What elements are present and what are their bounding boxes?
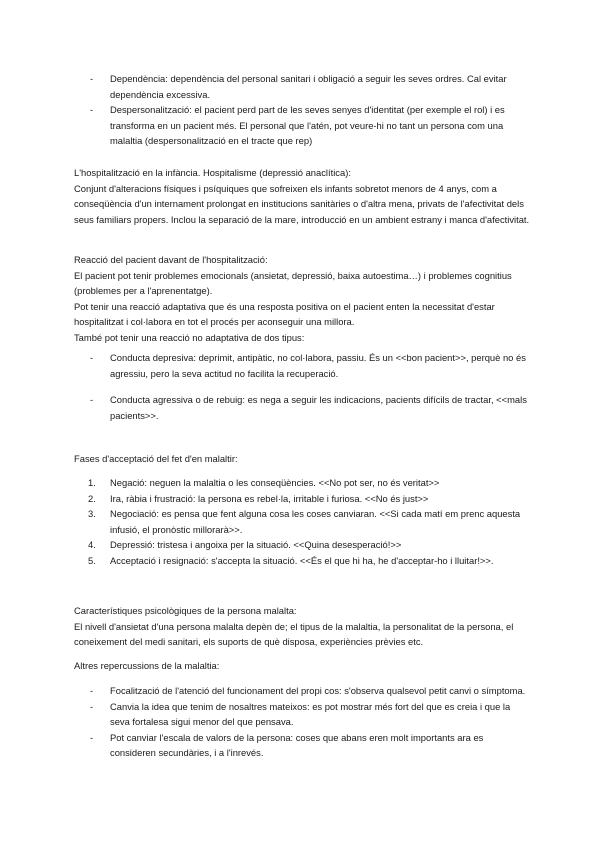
section-heading: Altres repercussions de la malaltia: bbox=[74, 660, 220, 671]
section-heading: Fases d'acceptació del fet d'en malaltir: bbox=[74, 453, 238, 464]
reaction-list-2 bbox=[0, 392, 600, 423]
section-heading: Característiques psicològiques de la persona malalta: bbox=[74, 605, 297, 616]
intro-section bbox=[0, 71, 600, 149]
paragraph: Pot tenir una reacció adaptativa que és una resposta positiva on el pacient enten la necessitat d'estar hospitalitzat i col·labora en tot el procés per aconseguir una millora. bbox=[74, 300, 495, 328]
paragraph: El nivell d'ansietat d'una persona malalta depèn de; el tipus de la malaltia, la personalitat de la persona, el coneixement del medi sanitari, els suports de què disposa, experiències prèvies etc. bbox=[74, 620, 514, 648]
dash-bullet: - bbox=[90, 394, 94, 405]
list-item: 5. Acceptació i resignació: s'accepta la situació. <<És el que hi ha, he d'acceptar-ho i lluitar!>>. bbox=[88, 554, 494, 566]
dash-bullet: - bbox=[90, 731, 94, 743]
list-item: 3. Negociació: es pensa que fent alguna cosa les coses canviaran. <<Si cada matí em prenc aquesta infusió, el pronòstic millorarà>>. bbox=[88, 508, 521, 535]
phases-section bbox=[0, 451, 600, 467]
list-item: - Focalització de l'atenció del funcionament del propi cos: s'observa qualsevol petit canvi o símptoma. bbox=[0, 683, 600, 699]
list-item: - Conducta agressiva o de rebuig: es nega a seguir les indicacions, pacients difícils de tractar, <<mals pacients>>. bbox=[90, 394, 527, 421]
list-item: 2. Ira, ràbia i frustració: la persona es rebel·la, irritable i furiosa. <<No és just>> bbox=[88, 492, 429, 504]
paragraph: El pacient pot tenir problemes emocionals (ansietat, depressió, baixa autoestima…) i problemes cognitius (problemes per a l'aprenentatge). bbox=[74, 269, 512, 297]
characteristics-section bbox=[0, 603, 600, 650]
section-heading: L'hospitalització en la infància. Hospitalisme (depressió anaclítica): bbox=[74, 167, 351, 178]
list-item: - Canvia la idea que tenim de nosaltres mateixos: es pot mostrar més fort del que es creia i que la seva fortalesa sigui menor del que pensava. bbox=[90, 700, 511, 728]
list-item: 4. Depressió: tristesa i angoixa per la situació. <<Quina desesperació!>> bbox=[88, 539, 402, 551]
list-item: 1. Negació: neguen la malaltia o les conseqüències. <<No pot ser, no és veritat>> bbox=[88, 477, 440, 488]
dash-bullet: - bbox=[90, 700, 94, 712]
hospitalism-section bbox=[0, 165, 600, 227]
dash-bullet: - bbox=[90, 104, 94, 116]
intro-list bbox=[0, 71, 600, 149]
dash-bullet: - bbox=[90, 685, 94, 696]
list-item: - Pot canviar l'escala de valors de la persona: coses que abans eren molt importants ara es consideren secundàries, i a l'inrevés. bbox=[90, 731, 484, 759]
reaction-section bbox=[0, 252, 600, 346]
list-item: - Conducta depresiva: deprimit, antipàtic, no col·labora, passiu. És un <<bon pacient>>, perquè no és agressiu, pero la seva actitud no facilita la recuperació. bbox=[90, 352, 526, 379]
dash-bullet: - bbox=[90, 73, 94, 84]
dash-bullet: - bbox=[90, 352, 94, 363]
list-item: - Dependència: dependència del personal sanitari i obligació a seguir les seves ordres. Cal evitar dependència excessiva. bbox=[90, 73, 507, 100]
repercussions-list bbox=[0, 683, 600, 761]
repercussions-section bbox=[0, 658, 600, 674]
list-item: - Despersonalització: el pacient perd part de les seves senyes d'identitat (per exemple el rol) i es transforma en un pacient més. El personal que l'atén, pot veure-hi no tant un persona com una malaltia (despersonalització en el tracte que rep) bbox=[90, 104, 505, 147]
phases-list bbox=[0, 475, 600, 569]
reaction-list bbox=[0, 350, 600, 381]
paragraph: També pot tenir una reacció no adaptativa de dos tipus: bbox=[74, 331, 305, 343]
section-heading: Reacció del pacient davant de l'hospitalització: bbox=[74, 254, 268, 265]
paragraph: Conjunt d'alteracions físiques i psíquiques que sofreixen els infants sobretot menors de 4 anys, com a conseqüència d'un internament prolongat en institucions sanitàries o d'altra mena, privats de l'afectivitat dels seus familiars propers. Inclou la separació de la mare, introducció en un ambient estrany i manca d'afectivitat. bbox=[74, 182, 530, 225]
